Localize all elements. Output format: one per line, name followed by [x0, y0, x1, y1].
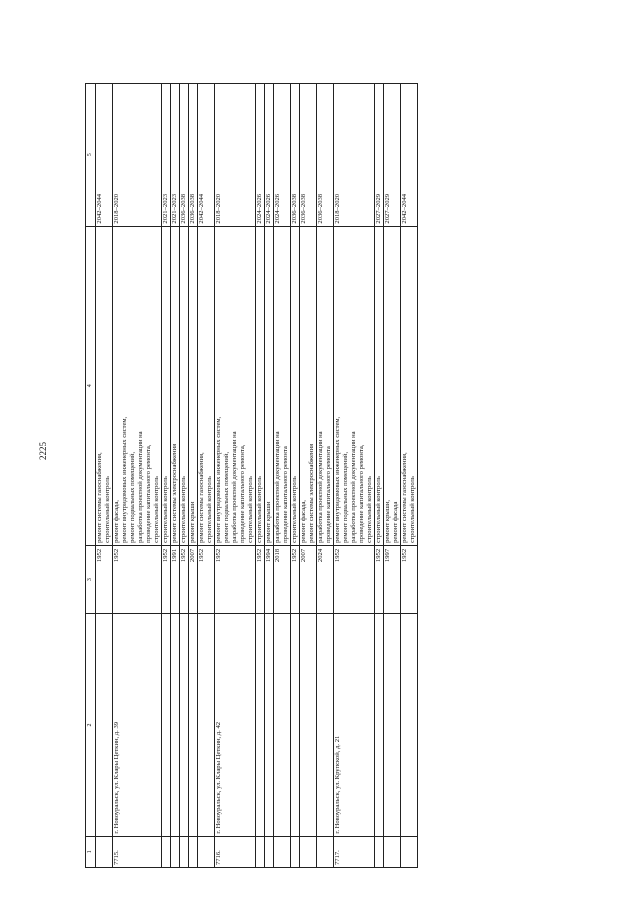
table-row — [96, 84, 113, 868]
rotated-sheet — [85, 83, 563, 868]
address-cell — [180, 614, 189, 836]
page-number: 2225 — [38, 442, 48, 460]
table-row — [171, 84, 180, 868]
year-cell: 2024 — [317, 545, 334, 613]
address-cell — [162, 614, 171, 836]
year-cell: 1952 — [162, 545, 171, 613]
column-header-4: 4 — [86, 226, 96, 545]
table-row — [401, 84, 418, 868]
work-line: ремонт внутридомовых инженерных систем, — [121, 416, 128, 543]
works-cell — [189, 226, 198, 545]
work-line: ремонт фасада, — [300, 500, 307, 543]
address-cell — [256, 614, 265, 836]
year-cell: 1952 — [96, 545, 113, 613]
period-cell: 2027–2029 — [384, 84, 401, 227]
address-cell: г. Новоуральск, ул. Клары Цеткин, д. 42 — [215, 614, 256, 836]
period-cell: 2024–2026 — [274, 84, 291, 227]
year-cell: 1952 — [198, 545, 215, 613]
period-cell: 2018–2020 — [113, 84, 162, 227]
year-cell: 2018 — [274, 545, 291, 613]
works-cell — [96, 226, 113, 545]
work-line: ремонт фасада, — [113, 500, 120, 543]
row-number — [96, 836, 113, 867]
year-cell: 2007 — [189, 545, 198, 613]
address-cell — [291, 614, 300, 836]
work-line: проведение капитального ремонта, — [145, 444, 152, 543]
work-line: ремонт крыши — [189, 501, 196, 543]
year-cell: 1952 — [256, 545, 265, 613]
work-line: строительный контроль — [247, 476, 254, 543]
period-cell: 2042–2044 — [96, 84, 113, 227]
work-line: строительный контроль — [153, 476, 160, 543]
work-line: строительный контроль — [366, 476, 373, 543]
work-line: строительный контроль — [291, 476, 298, 543]
address-cell — [198, 614, 215, 836]
row-number: 7716. — [215, 836, 256, 867]
address-cell — [300, 614, 317, 836]
row-number — [162, 836, 171, 867]
work-line: разработка проектной документации на — [137, 431, 144, 543]
year-cell: 1952 — [334, 545, 375, 613]
work-line: разработка проектной документации на — [274, 431, 281, 543]
work-line: ремонт внутридомовых инженерных систем, — [334, 416, 341, 543]
period-cell: 2042–2044 — [401, 84, 418, 227]
work-line: разработка проектной документации на — [350, 431, 357, 543]
address-cell — [384, 614, 401, 836]
address-cell — [96, 614, 113, 836]
works-cell — [171, 226, 180, 545]
row-number — [171, 836, 180, 867]
works-cell — [375, 226, 384, 545]
work-line: проведение капитального ремонта — [282, 446, 289, 543]
period-cell: 2021–2023 — [171, 84, 180, 227]
address-cell — [189, 614, 198, 836]
work-line: строительный контроль — [162, 476, 169, 543]
table-row — [274, 84, 291, 868]
period-cell: 2036–2038 — [291, 84, 300, 227]
work-line: проведение капитального ремонта — [325, 446, 332, 543]
work-line: разработка проектной документации на — [231, 431, 238, 543]
work-line: строительный контроль — [180, 476, 187, 543]
work-line: разработка проектной документации на — [317, 431, 324, 543]
work-line: строительный контроль — [256, 476, 263, 543]
row-number: 7717. — [334, 836, 375, 867]
work-line: ремонт системы электроснабжения — [308, 443, 315, 543]
works-cell — [265, 226, 274, 545]
column-header-1: 1 — [86, 836, 96, 867]
work-line: проведение капитального ремонта, — [239, 444, 246, 543]
table-row — [300, 84, 317, 868]
table-row — [198, 84, 215, 868]
repair-schedule-table — [85, 83, 418, 868]
row-number — [291, 836, 300, 867]
works-cell — [256, 226, 265, 545]
year-cell: 1952 — [180, 545, 189, 613]
works-cell — [198, 226, 215, 545]
year-cell: 1952 — [291, 545, 300, 613]
year-cell: 2007 — [300, 545, 317, 613]
row-number — [375, 836, 384, 867]
year-cell: 1952 — [113, 545, 162, 613]
address-cell — [375, 614, 384, 836]
table-row — [189, 84, 198, 868]
table-row — [384, 84, 401, 868]
period-cell: 2021–2023 — [162, 84, 171, 227]
year-cell: 1952 — [215, 545, 256, 613]
period-cell: 2036–2038 — [189, 84, 198, 227]
address-cell — [171, 614, 180, 836]
table-row — [113, 84, 162, 868]
row-number — [317, 836, 334, 867]
period-cell: 2018–2020 — [215, 84, 256, 227]
row-number — [198, 836, 215, 867]
address-cell — [274, 614, 291, 836]
row-number — [274, 836, 291, 867]
works-cell — [274, 226, 291, 545]
work-line: ремонт крыши — [265, 501, 272, 543]
table-header — [86, 84, 96, 868]
address-cell — [265, 614, 274, 836]
works-cell — [291, 226, 300, 545]
row-number — [189, 836, 198, 867]
works-cell — [162, 226, 171, 545]
works-cell — [384, 226, 401, 545]
works-cell — [300, 226, 317, 545]
period-cell: 2018–2020 — [334, 84, 375, 227]
works-cell — [317, 226, 334, 545]
works-cell — [334, 226, 375, 545]
work-line: ремонт подвальных помещений, — [223, 451, 230, 543]
year-cell: 1997 — [384, 545, 401, 613]
period-cell: 2024–2026 — [265, 84, 274, 227]
table-row — [317, 84, 334, 868]
work-line: проведение капитального ремонта, — [358, 444, 365, 543]
year-cell: 1991 — [171, 545, 180, 613]
address-cell: г. Новоуральск, ул. Крупской, д. 21 — [334, 614, 375, 836]
works-cell — [215, 226, 256, 545]
table-row — [291, 84, 300, 868]
period-cell: 2027–2029 — [375, 84, 384, 227]
works-cell — [113, 226, 162, 545]
work-line: ремонт подвальных помещений, — [129, 451, 136, 543]
work-line: ремонт системы газоснабжения, — [96, 452, 103, 543]
row-number — [265, 836, 274, 867]
work-line: ремонт фасада — [392, 501, 399, 543]
column-header-5: 5 — [86, 84, 96, 227]
work-line: строительный контроль — [375, 476, 382, 543]
year-cell: 1994 — [265, 545, 274, 613]
work-line: ремонт системы газоснабжения, — [401, 452, 408, 543]
row-number — [256, 836, 265, 867]
year-cell: 1952 — [375, 545, 384, 613]
work-line: ремонт системы электроснабжения — [171, 443, 178, 543]
period-cell: 2036–2038 — [317, 84, 334, 227]
period-cell: 2036–2038 — [300, 84, 317, 227]
year-cell: 1952 — [401, 545, 418, 613]
column-header-2: 2 — [86, 614, 96, 836]
table-body — [96, 84, 418, 868]
work-line: строительный контроль — [104, 476, 111, 543]
period-cell: 2036–2038 — [180, 84, 189, 227]
table-row — [334, 84, 375, 868]
table-row — [180, 84, 189, 868]
works-cell — [180, 226, 189, 545]
address-cell — [401, 614, 418, 836]
table-row — [256, 84, 265, 868]
period-cell: 2024–2026 — [256, 84, 265, 227]
work-line: строительный контроль — [206, 476, 213, 543]
work-line: строительный контроль — [409, 476, 416, 543]
column-header-3: 3 — [86, 545, 96, 613]
address-cell: г. Новоуральск, ул. Клары Цеткин, д. 39 — [113, 614, 162, 836]
table-row — [375, 84, 384, 868]
work-line: ремонт крыши, — [384, 499, 391, 543]
works-cell — [401, 226, 418, 545]
work-line: ремонт системы газоснабжения, — [198, 452, 205, 543]
row-number: 7715. — [113, 836, 162, 867]
period-cell: 2042–2044 — [198, 84, 215, 227]
row-number — [300, 836, 317, 867]
address-cell — [317, 614, 334, 836]
row-number — [401, 836, 418, 867]
table-row — [265, 84, 274, 868]
row-number — [180, 836, 189, 867]
work-line: ремонт внутридомовых инженерных систем, — [215, 416, 222, 543]
table-row — [215, 84, 256, 868]
row-number — [384, 836, 401, 867]
table-row — [162, 84, 171, 868]
work-line: ремонт подвальных помещений, — [342, 451, 349, 543]
